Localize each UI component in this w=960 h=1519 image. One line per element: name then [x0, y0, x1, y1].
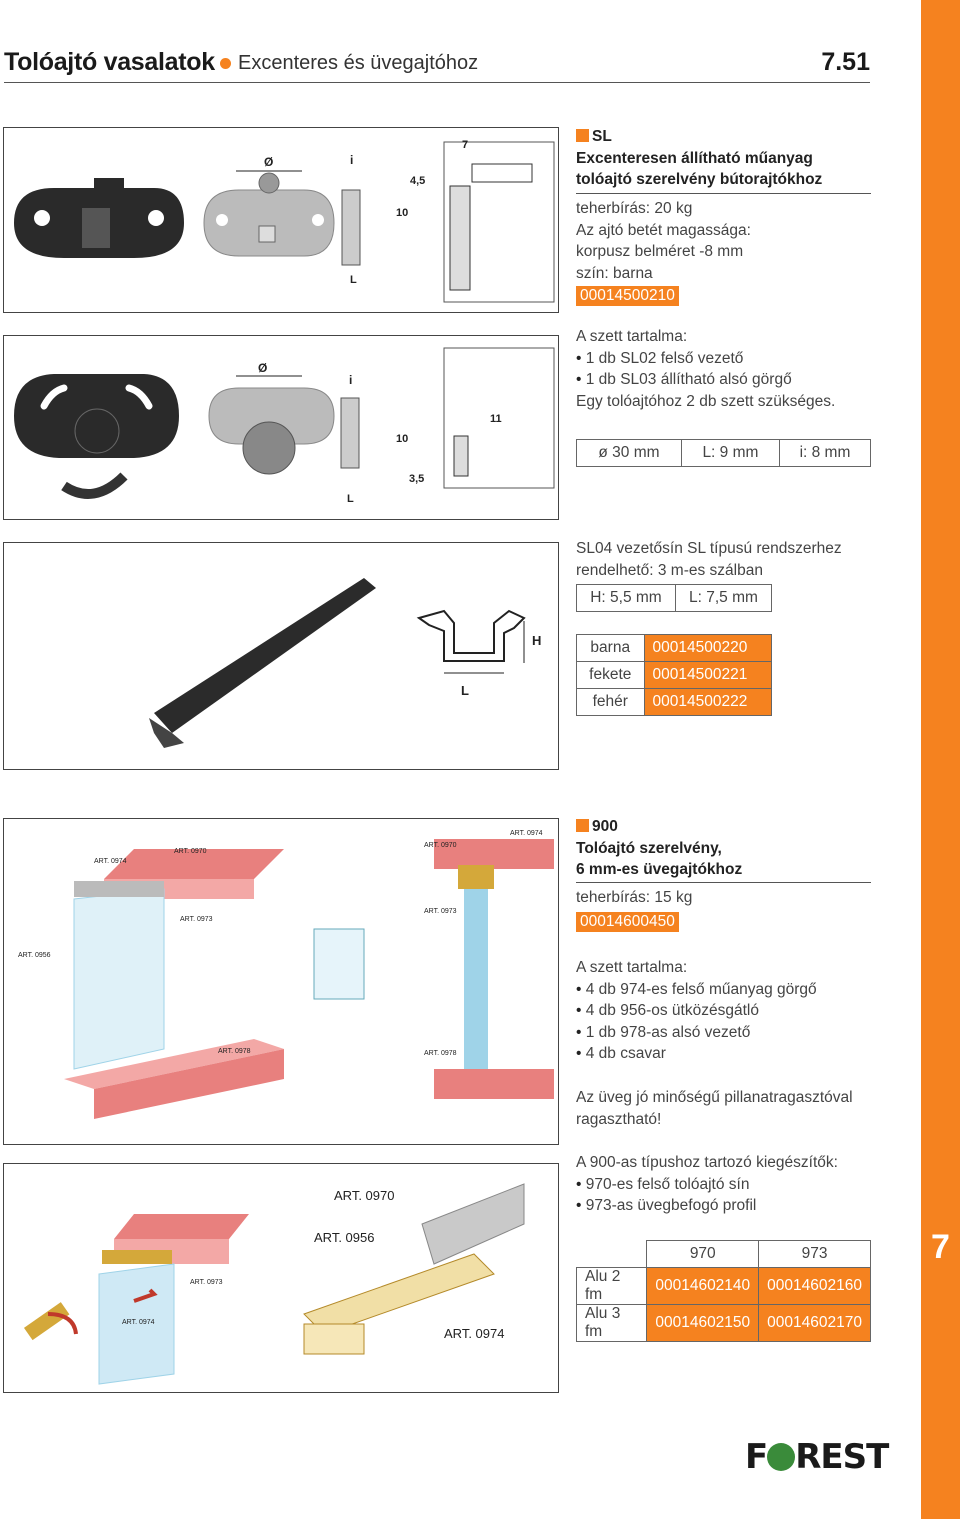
svg-text:Ø: Ø: [258, 361, 268, 375]
g900-assembly-image: [3, 818, 559, 1145]
g900-accessory-table: [576, 1240, 871, 1342]
sl03-image: [3, 335, 559, 520]
sl04-dim-cell: L: 7,5 mm: [675, 585, 771, 612]
g900-contents-label: A szett tartalma:: [576, 959, 688, 976]
color-name: barna: [577, 635, 645, 662]
g900-code-title: 900: [592, 818, 618, 835]
table-cell: 00014602140: [647, 1268, 759, 1305]
page-number: 7.51: [821, 48, 870, 76]
svg-text:ART. 0973: ART. 0973: [180, 916, 213, 923]
svg-text:ART. 0956: ART. 0956: [18, 952, 51, 959]
svg-text:ART. 0973: ART. 0973: [190, 1279, 223, 1286]
sl02-image: [3, 127, 559, 313]
table-row: [577, 1268, 871, 1305]
g900-title-rule: [576, 882, 871, 883]
svg-text:ART. 0974: ART. 0974: [122, 1319, 155, 1326]
sl04-dims-table: [576, 584, 772, 612]
g900-title-1: Tolóajtó szerelvény,: [576, 839, 722, 857]
svg-text:L: L: [350, 274, 357, 286]
color-code: 00014500222: [644, 689, 771, 716]
table-row-label: Alu 3 fm: [577, 1305, 647, 1342]
g900-product-code: 00014600450: [576, 912, 679, 932]
color-row: [577, 689, 772, 716]
g900-acc-item: • 970-es felső tolóajtó sín: [576, 1174, 906, 1196]
color-name: fehér: [577, 689, 645, 716]
label-diam: Ø: [264, 155, 274, 169]
sl-product-code: 00014500210: [576, 286, 679, 306]
sl-item: • 1 db SL03 állítható alsó görgő: [576, 369, 906, 391]
g900-item: • 4 db 956-os ütközésgátló: [576, 1000, 906, 1022]
svg-text:4,5: 4,5: [410, 175, 426, 187]
svg-text:ART. 0978: ART. 0978: [218, 1048, 251, 1055]
sl-description: [576, 126, 871, 191]
sl04-colors-table: [576, 634, 772, 716]
g900-load: teherbírás: 15 kg: [576, 889, 693, 906]
sl-title-rule: [576, 193, 871, 194]
svg-text:ART. 0974: ART. 0974: [94, 858, 127, 865]
sl-title-1: Excenteresen állítható műanyag: [576, 149, 813, 167]
g900-item: • 4 db 974-es felső műanyag görgő: [576, 979, 906, 1001]
chapter-sidebar: [921, 0, 960, 1519]
g900-description: [576, 816, 871, 881]
sl-line: korpusz belméret -8 mm: [576, 243, 744, 260]
page-header: [4, 44, 870, 84]
sl-dim-cell: i: 8 mm: [779, 440, 870, 467]
g900-contents: [576, 957, 906, 1065]
bullet-dot-icon: [220, 58, 231, 69]
svg-text:ART. 0978: ART. 0978: [424, 1050, 457, 1057]
logo-text-start: F: [745, 1437, 768, 1477]
svg-text:ART. 0974: ART. 0974: [444, 1326, 505, 1341]
color-code: 00014500220: [644, 635, 771, 662]
g900-accessories: [576, 1152, 906, 1217]
g900-acc-label: A 900-as típushoz tartozó kiegészítők:: [576, 1154, 838, 1171]
color-code: 00014500221: [644, 662, 771, 689]
g900-item: • 4 db csavar: [576, 1043, 906, 1065]
sl-note: Egy tolóajtóhoz 2 db szett szükséges.: [576, 392, 836, 410]
svg-text:ART. 0974: ART. 0974: [510, 830, 543, 837]
g900-item: • 1 db 978-as alsó vezető: [576, 1022, 906, 1044]
sl-dim-cell: L: 9 mm: [681, 440, 779, 467]
sl-contents-label: A szett tartalma:: [576, 328, 688, 345]
logo-o-icon: [767, 1443, 795, 1471]
sl-contents: [576, 326, 906, 412]
g900-glue-note: [576, 1087, 906, 1130]
table-cell: 00014602170: [759, 1305, 871, 1342]
orange-square-icon: [576, 129, 589, 142]
page-title: Tolóajtó vasalatok: [4, 48, 215, 76]
page-subtitle: Excenteres és üvegajtóhoz: [238, 52, 479, 74]
svg-text:i: i: [350, 153, 354, 167]
table-row-label: Alu 2 fm: [577, 1268, 647, 1305]
color-row: [577, 662, 772, 689]
color-name: fekete: [577, 662, 645, 689]
g900-acc-item: • 973-as üvegbefogó profil: [576, 1195, 906, 1217]
svg-text:7: 7: [462, 139, 469, 151]
svg-text:H: H: [532, 633, 542, 648]
g900-note-2: ragasztható!: [576, 1110, 662, 1128]
sl04-line-2: rendelhető: 3 m-es szálban: [576, 561, 763, 579]
sl04-dim-cell: H: 5,5 mm: [577, 585, 676, 612]
table-header: 973: [759, 1241, 871, 1268]
sl-line: szín: barna: [576, 264, 653, 282]
table-header: 970: [647, 1241, 759, 1268]
g900-note-1: Az üveg jó minőségű pillanatragasztóval: [576, 1089, 853, 1106]
svg-text:10: 10: [396, 207, 409, 219]
table-cell: 00014602160: [759, 1268, 871, 1305]
sl04-description: [576, 538, 876, 581]
g900-title-2: 6 mm-es üvegajtókhoz: [576, 861, 743, 878]
table-cell: 00014602150: [647, 1305, 759, 1342]
svg-text:10: 10: [396, 433, 409, 445]
svg-text:L: L: [347, 493, 354, 505]
sl-line: teherbírás: 20 kg: [576, 200, 693, 217]
logo-text-end: REST: [795, 1437, 889, 1477]
orange-square-icon: [576, 819, 589, 832]
sl-dim-cell: ø 30 mm: [577, 440, 682, 467]
table-corner: [577, 1241, 647, 1268]
svg-text:ART. 0973: ART. 0973: [424, 908, 457, 915]
g900-specs: [576, 887, 871, 932]
svg-text:11: 11: [490, 413, 502, 425]
table-row: [577, 1305, 871, 1342]
sl-line: Az ajtó betét magassága:: [576, 221, 751, 239]
svg-text:ART. 0970: ART. 0970: [174, 848, 207, 855]
sl-item: • 1 db SL02 felső vezető: [576, 348, 906, 370]
sl-code-title: SL: [592, 128, 612, 145]
sl04-rail-image: [3, 542, 559, 770]
g900-parts-image: [3, 1163, 559, 1393]
svg-text:3,5: 3,5: [409, 473, 425, 485]
sl-dims-table: [576, 439, 871, 467]
svg-text:i: i: [349, 373, 353, 387]
color-row: [577, 635, 772, 662]
svg-text:ART. 0970: ART. 0970: [424, 842, 457, 849]
svg-text:ART. 0970: ART. 0970: [334, 1188, 395, 1203]
header-rule: [4, 82, 870, 83]
svg-text:L: L: [461, 683, 469, 698]
forest-logo: [745, 1437, 888, 1477]
sl-title-2: tolóajtó szerelvény bútorajtókhoz: [576, 171, 823, 188]
sl04-line-1: SL04 vezetősín SL típusú rendszerhez: [576, 540, 842, 557]
svg-text:ART. 0956: ART. 0956: [314, 1230, 375, 1245]
sl-specs: [576, 198, 871, 307]
chapter-number: 7: [931, 1228, 950, 1266]
